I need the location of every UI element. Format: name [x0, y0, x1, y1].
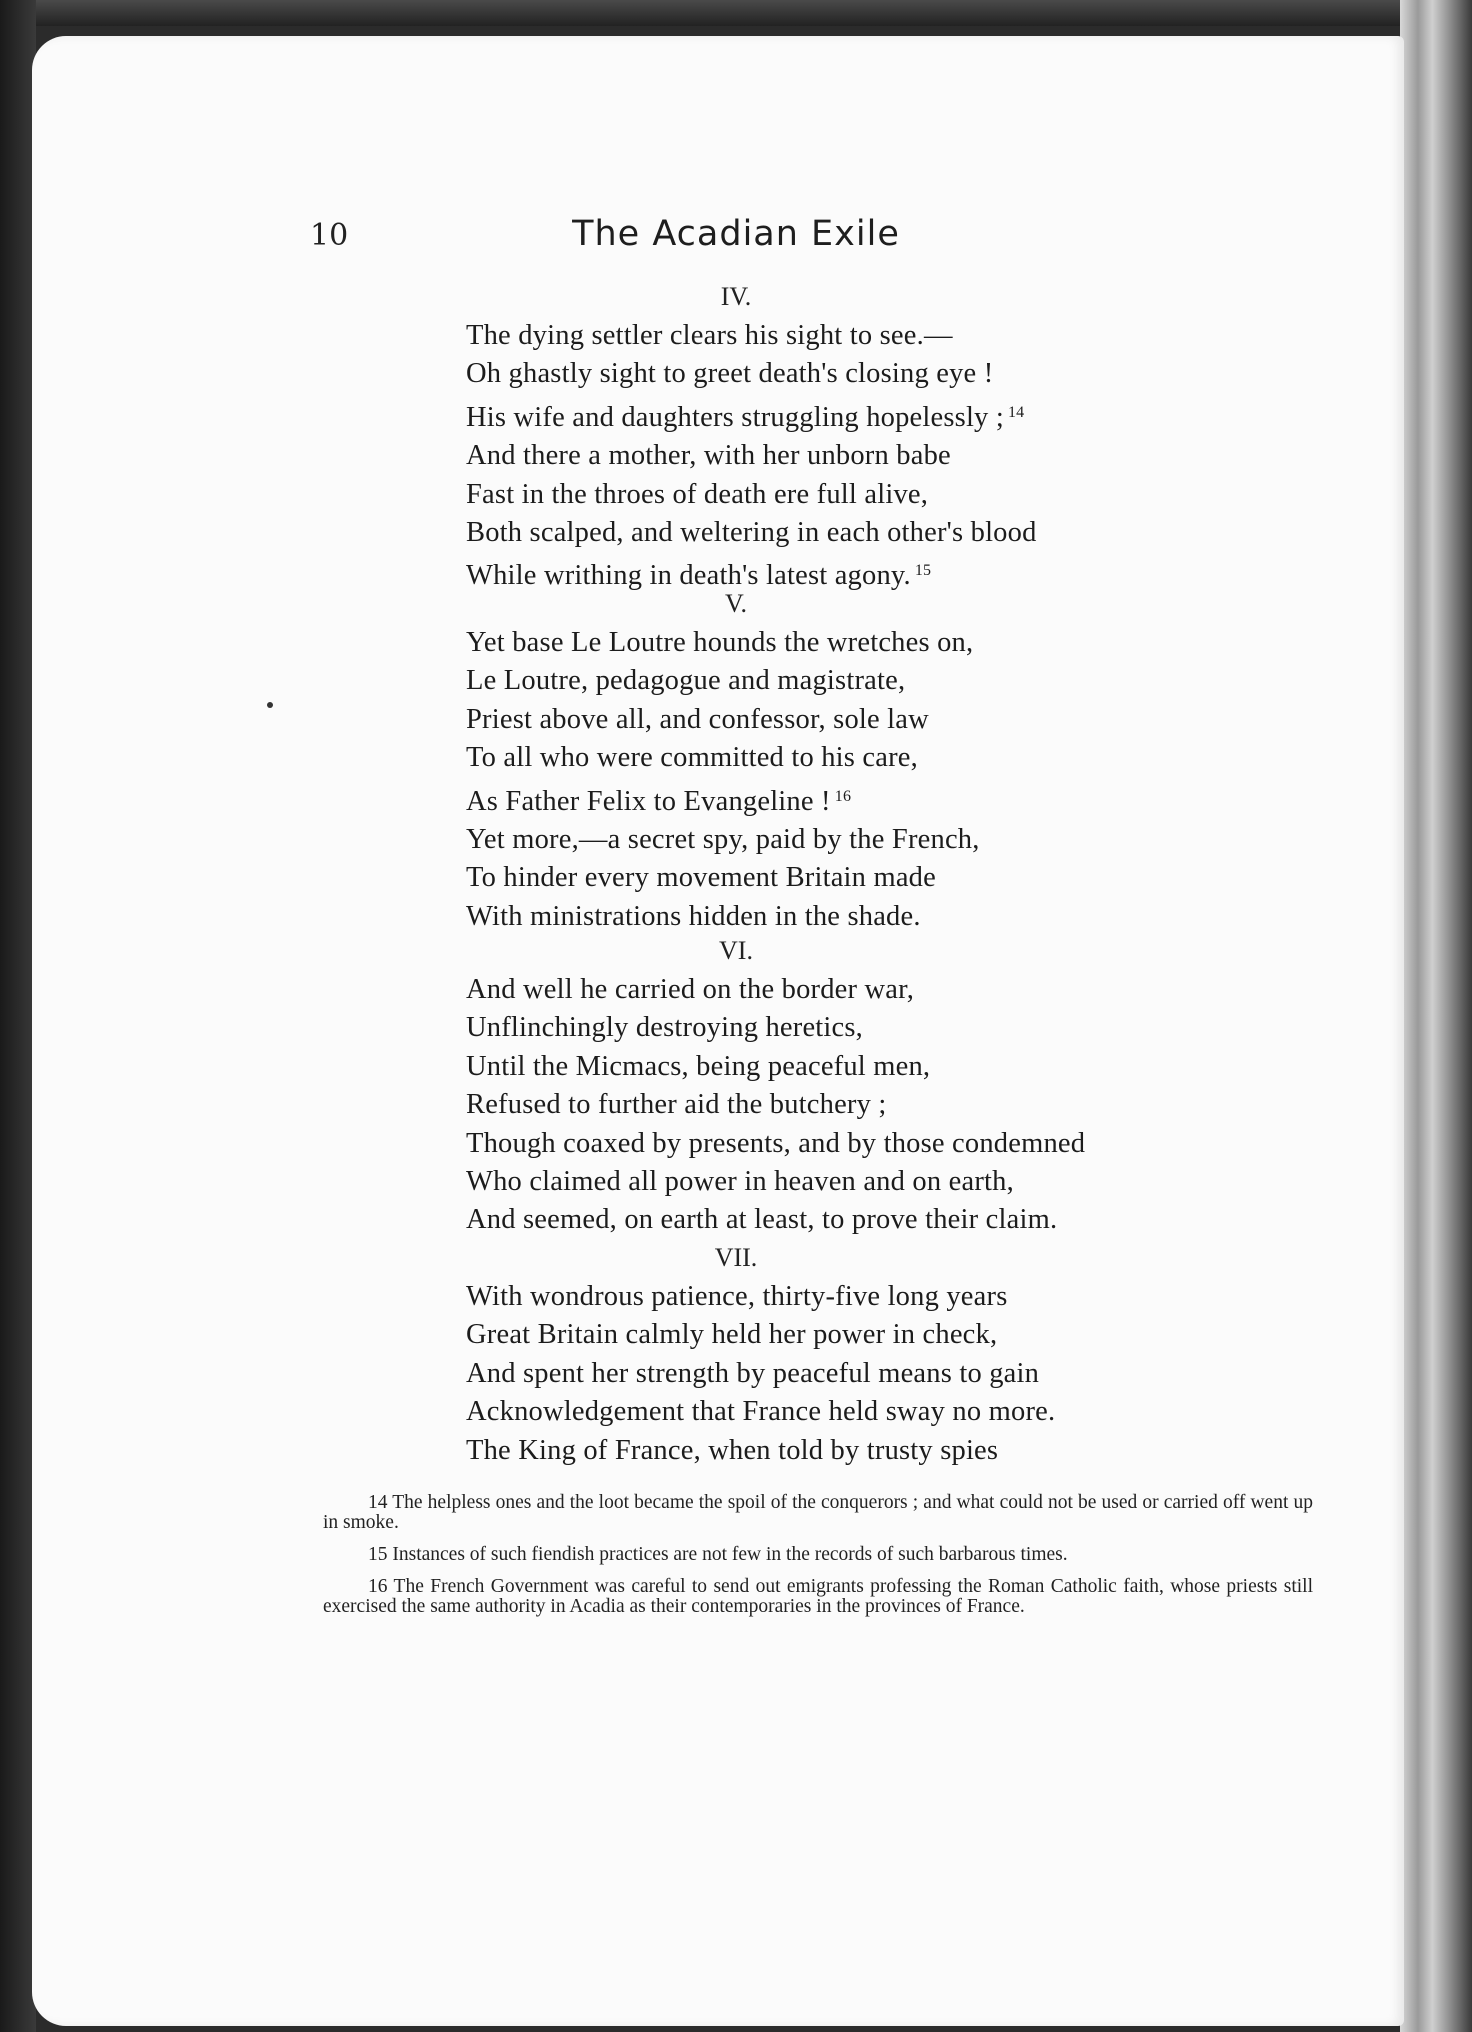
stanza-numeral: VII.	[714, 1243, 758, 1272]
footnote-15: 15 Instances of such fiendish practices are not few in the records of such barbarous times.	[368, 1544, 1068, 1565]
verse-line	[466, 662, 980, 700]
verse-text: Though coaxed by presents, and by those condemned	[466, 1127, 1086, 1159]
verse-line	[466, 624, 980, 662]
stanza-iv	[466, 317, 1037, 596]
verse-text: Great Britain calmly held her power in check,	[466, 1319, 998, 1351]
verse-line	[466, 1393, 1055, 1431]
verse-line	[466, 859, 980, 897]
verse-line	[466, 778, 980, 821]
verse-text: To all who were committed to his care,	[466, 742, 918, 774]
footnote-14: 14 The helpless ones and the loot became the spoil of the conquerors ; and what could not be used or carried off went up in smoke.	[323, 1492, 1313, 1533]
verse-line	[466, 1432, 1055, 1470]
footnotes	[323, 1493, 1313, 1629]
verse-line	[466, 1048, 1085, 1086]
footnote-reference: 14	[1007, 403, 1025, 421]
verse-text: Both scalped, and weltering in each other's blood	[466, 517, 1037, 549]
page-number: 10	[310, 218, 349, 253]
verse-line	[466, 437, 1037, 475]
stanza-vi	[466, 971, 1085, 1240]
stanza-numeral: VI.	[719, 936, 753, 965]
verse-text: Unflinchingly destroying heretics,	[466, 1012, 864, 1044]
verse-text: Fast in the throes of death ere full alive,	[466, 478, 929, 510]
verse-text: Yet base Le Loutre hounds the wretches on,	[466, 627, 974, 658]
verse-line	[466, 1355, 1055, 1393]
verse-line	[466, 514, 1037, 552]
verse-line	[466, 355, 1037, 393]
verse-line	[466, 701, 980, 739]
verse-line	[466, 1163, 1085, 1201]
footnote-reference: 15	[914, 562, 932, 580]
footnote-16: 16 The French Government was careful to send out emigrants professing the Roman Catholic faith, whose priests still exercised the same authority in Acadia as their contemporaries in the provinces of France.	[323, 1576, 1313, 1617]
verse-text: Who claimed all power in heaven and on earth,	[466, 1166, 1014, 1198]
verse-line	[466, 898, 980, 936]
verse-text: Priest above all, and confessor, sole law	[466, 703, 929, 735]
verse-line	[466, 1201, 1085, 1239]
verse-text: As Father Felix to Evangeline !	[466, 785, 831, 817]
verse-line	[466, 1086, 1085, 1124]
verse-line	[466, 821, 980, 859]
verse-text: Le Loutre, pedagogue and magistrate,	[466, 665, 906, 697]
footnote-reference: 16	[834, 787, 852, 805]
stanza-numeral: IV.	[720, 282, 752, 311]
verse-line	[466, 317, 1037, 355]
verse-text: Acknowledgement that France held sway no more.	[466, 1396, 1056, 1428]
verse-text: Until the Micmacs, being peaceful men,	[466, 1050, 931, 1082]
verse-text: And spent her strength by peaceful means to gain	[466, 1357, 1040, 1389]
verse-text: And well he carried on the border war,	[466, 974, 915, 1005]
stanza-vii	[466, 1278, 1055, 1470]
verse-text: And there a mother, with her unborn babe	[466, 440, 951, 472]
verse-line	[466, 971, 1085, 1009]
stanza-v	[466, 624, 980, 936]
stanza-numeral: V.	[725, 589, 747, 618]
verse-line	[466, 394, 1037, 437]
running-head: The Acadian Exile	[572, 214, 900, 254]
verse-line	[466, 1009, 1085, 1047]
verse-line	[466, 1125, 1085, 1163]
verse-text: The dying settler clears his sight to see.—	[466, 320, 953, 351]
verse-text: To hinder every movement Britain made	[466, 862, 936, 894]
verse-line	[466, 739, 980, 777]
verse-text: While writhing in death's latest agony.	[466, 560, 911, 592]
verse-line	[466, 1316, 1055, 1354]
verse-text: With ministrations hidden in the shade.	[466, 900, 921, 932]
verse-text: The King of France, when told by trusty spies	[466, 1434, 999, 1466]
ink-speck	[267, 702, 273, 708]
verse-text: With wondrous patience, thirty-five long years	[466, 1281, 1008, 1312]
verse-text: His wife and daughters struggling hopelessly ;	[466, 401, 1004, 433]
verse-line	[466, 476, 1037, 514]
verse-text: Oh ghastly sight to greet death's closing eye !	[466, 358, 994, 390]
verse-text: Refused to further aid the butchery ;	[466, 1089, 887, 1121]
scan-top-border	[0, 0, 1472, 26]
verse-text: And seemed, on earth at least, to prove their claim.	[466, 1204, 1058, 1236]
verse-line	[466, 1278, 1055, 1316]
verse-text: Yet more,—a secret spy, paid by the French,	[466, 824, 980, 856]
